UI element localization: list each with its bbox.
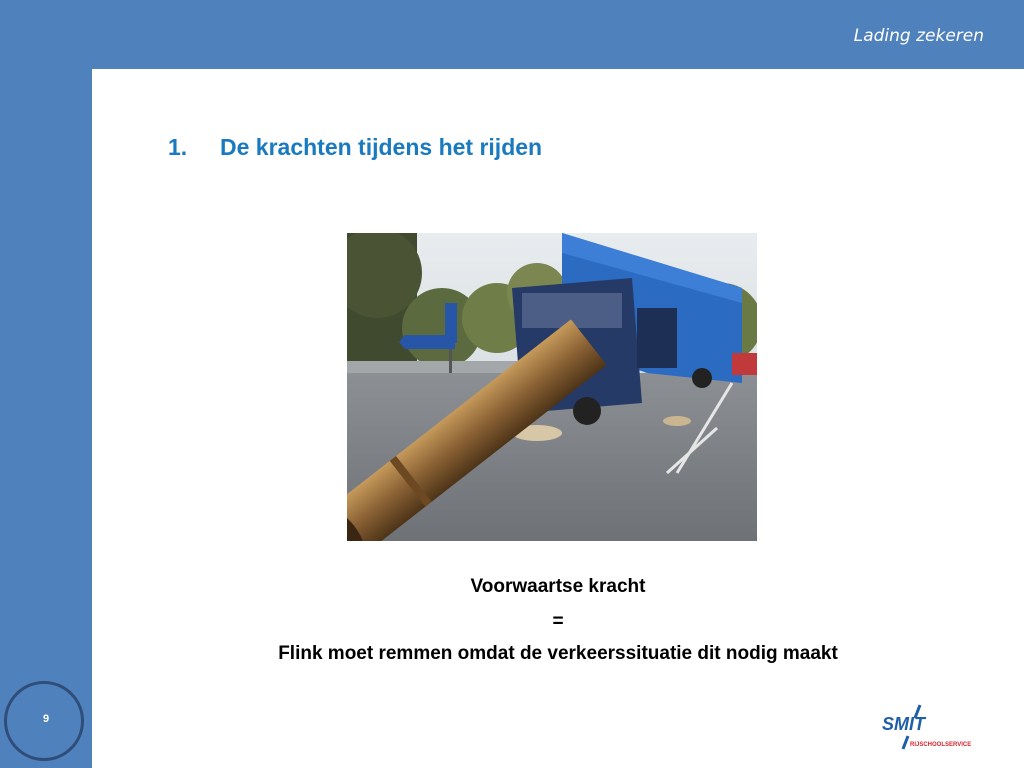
- slide-heading: [168, 134, 542, 161]
- smit-logo: [878, 704, 982, 750]
- caption-line-3: Flink moet remmen omdat de verkeerssituatie dit nodig maakt: [278, 643, 838, 664]
- left-sidebar: [0, 69, 92, 768]
- logo-brand: SMIT: [882, 714, 925, 734]
- caption-line-1: Voorwaartse kracht: [470, 576, 646, 597]
- heading-number: 1.: [168, 134, 188, 160]
- heading-text: De krachten tijdens het rijden: [220, 134, 543, 160]
- page-number: 9: [42, 713, 50, 725]
- logo-tagline: RIJSCHOOLSERVICE: [910, 742, 972, 748]
- caption-line-2: =: [552, 611, 564, 632]
- accident-photo: [347, 233, 757, 541]
- header-title: Lading zekeren: [853, 26, 984, 46]
- accident-photo-illustration: [347, 233, 757, 541]
